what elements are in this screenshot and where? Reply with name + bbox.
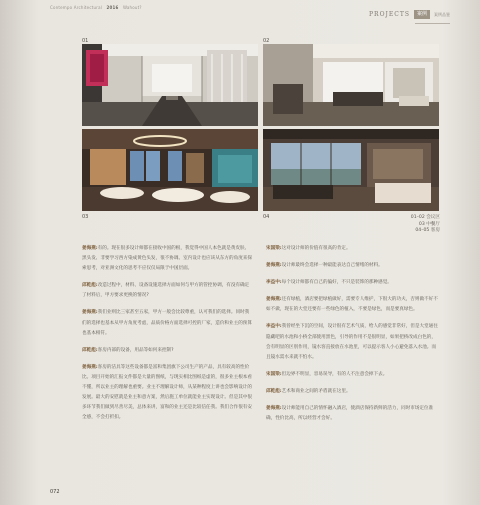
paragraph-text: 有的。现在很多设计师都在接收中国的根，我觉得中国人本色就是黄皮肤、黑头发、非要学习西方染成黄色头发，很不协调。室内设计也应该从东方的角度来探索思考，对亚洲文化的思考不应仅仅局限于中国层面。	[82, 246, 252, 272]
section-subtitle: 案例品鉴	[434, 11, 450, 17]
photo-01-meeting-area	[82, 44, 258, 126]
paragraph-text: 我们业则比三家甚至五家，甲方一般会比较尊重，认可我们的选择。同时我们的选择也基本从甲方角度考虑，品质价格方面选择可控的厂家，造价和业主的预算也基本相符。	[82, 310, 252, 336]
interview-paragraph	[266, 261, 440, 271]
header-tail: Wahout?	[122, 5, 142, 10]
photo-03-chinese-restaurant	[82, 129, 258, 211]
paragraph-text: 还有绿植，酒店要把绿植做好，需要专人维护，下很大的功夫，否则做不好不如不做，现在的大堂还要有一些绿色的植入，不要是绿色，而是要真绿色。	[266, 297, 438, 313]
photo-number-03: 03	[82, 214, 89, 220]
speaker-name: 邱乾彪:	[266, 388, 282, 394]
photo-04-guest-room	[263, 129, 439, 211]
speaker-name: 邱乾彪:	[82, 347, 98, 353]
speaker-name: 宋国梁:	[266, 371, 282, 377]
interview-paragraph	[82, 363, 252, 424]
photo-number-01: 01	[82, 38, 89, 44]
speaker-name: 姜海燕:	[266, 263, 282, 269]
header-divider	[415, 23, 450, 24]
interview-paragraph	[82, 308, 252, 338]
interview-left-column	[82, 244, 252, 430]
paragraph-text: 客房的洁具等这些设备都是富和集团旗下公司生产的产品，具有较高的性价比。项目开始的汇报文件都是大量的图纸，与现实相比图纸是虚的，很多业主根本看不懂，所以业主的理解也重要。业主不理解设计师，从某种程度上讲也会影响设计的发展。最大的安慰就是业主和意方案，然后施工单位就能业主实现设计。但是其中很多环节我们做到尽善尽美，总体来讲，富和的业主还是比较信任我。我们合作很有安全感，不会打折扣。	[82, 364, 252, 421]
section-header	[369, 10, 450, 19]
running-header	[50, 5, 142, 10]
speaker-name: 姜海燕:	[82, 310, 98, 316]
interview-paragraph	[266, 278, 440, 288]
header-text: Contempo Architectural	[50, 5, 103, 10]
interview-paragraph	[266, 370, 440, 380]
paragraph-text: 这对设计师的价值有很高的肯定。	[281, 246, 351, 251]
photo-caption	[411, 215, 440, 235]
paragraph-text: 艺术和商业之间的矛盾就在这里。	[281, 388, 351, 394]
paragraph-text: 每个设计师都有自己的偏好，不只是装饰的那种感觉。	[281, 280, 392, 286]
header-year: 2016	[106, 5, 119, 10]
photo-number-02: 02	[263, 38, 270, 44]
paragraph-text: 设计师最终会选择一种最能表达自己情绪的材料。	[281, 263, 383, 269]
section-title: PROJECTS	[369, 11, 410, 19]
speaker-name: 邱乾彪:	[82, 283, 98, 289]
paragraph-text: 客房内部的设备，用品等如何来控制?	[97, 347, 174, 353]
speaker-name: 李益中:	[266, 324, 282, 330]
speaker-name: 姜海燕:	[266, 406, 282, 412]
interview-paragraph	[82, 244, 252, 274]
interview-paragraph	[266, 322, 440, 362]
caption-line-2: 03 中餐厅	[418, 221, 440, 227]
photo-number-04: 04	[263, 214, 270, 220]
caption-line-1: 01–02 会议区	[410, 215, 440, 220]
caption-line-3: 04–05 客房	[415, 228, 440, 234]
speaker-name: 姜海燕:	[266, 297, 282, 303]
interview-paragraph	[82, 346, 252, 356]
page-number: 072	[50, 489, 60, 495]
interview-paragraph	[266, 404, 440, 424]
interview-paragraph	[266, 295, 440, 315]
photo-02-room	[263, 44, 439, 126]
speaker-name: 姜海燕:	[82, 246, 98, 251]
section-badge: 案例	[414, 10, 430, 19]
interview-paragraph	[82, 281, 252, 301]
interview-right-column	[266, 244, 440, 431]
paragraph-text: 但边界不明显，容易误导，有的人不注意会掉下去。	[281, 371, 388, 377]
paragraph-text: 改造过程中，材料、设备设施选择方面如何与甲方的管控协调，有没有确定了材料后，甲方要求更换的情况?	[82, 283, 250, 299]
speaker-name: 姜海燕:	[82, 364, 98, 370]
speaker-name: 李益中:	[266, 280, 282, 286]
paragraph-text: 设计师能用自己的情怀融入酒店，使酒店保持新鲜的活力，同时市场定位准确，性价比高，所以经营才会好。	[266, 406, 434, 422]
interview-paragraph	[266, 244, 440, 254]
speaker-name: 宋国梁:	[266, 246, 282, 251]
interview-paragraph	[266, 387, 440, 397]
paragraph-text: 我曾经坐下沉的空间，设计很有艺术气质，给人的感觉非常好，但是大堂通往隐藏吧的水池和小桥全部使用黑色，引导的作用不是很明显，如果把桥改成白色的，会有明显的区别作用，镜水客直接放在水池里，可以提示客人小心避免落入水池。而且镜水需水来就不怕水。	[266, 324, 438, 360]
